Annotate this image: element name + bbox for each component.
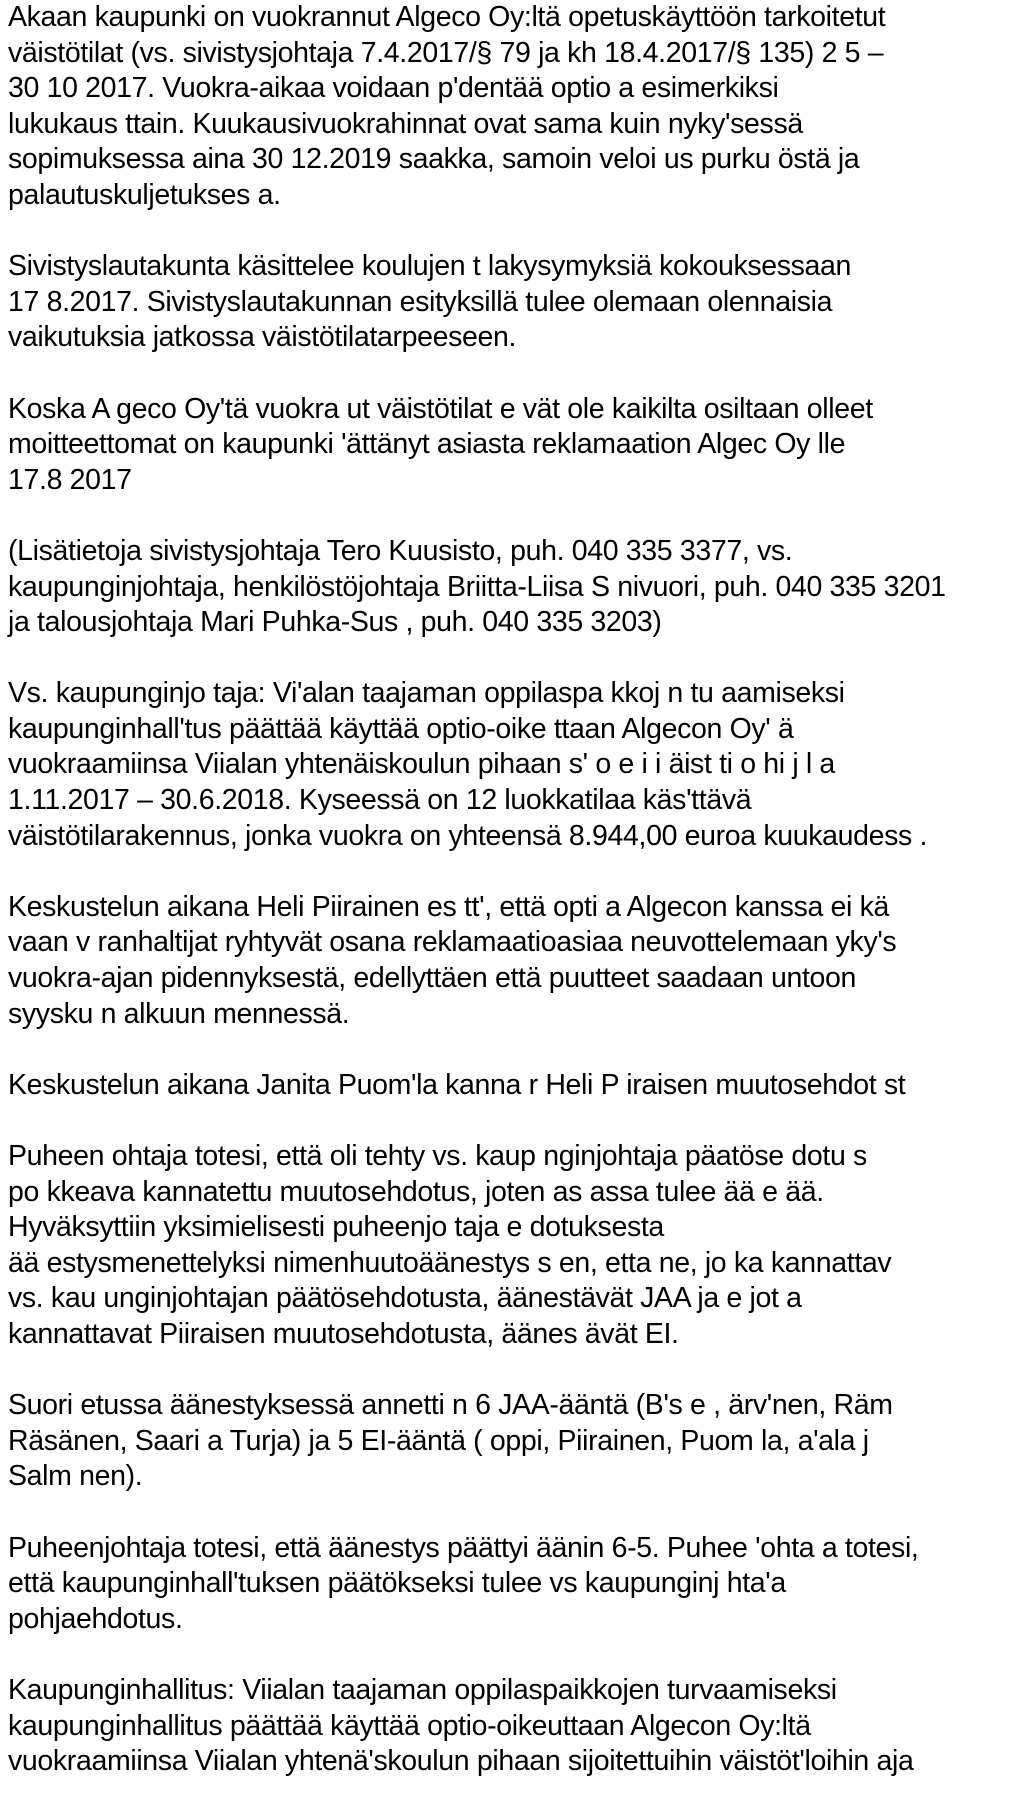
paragraph bbox=[8, 392, 1018, 499]
text-line: Kaupunginhallitus: Viialan taajaman oppilaspaikkojen turvaamiseksi bbox=[8, 1673, 837, 1706]
text-line: sopimuksessa aina 30 12.2019 saakka, samoin veloi us purku östä ja bbox=[8, 143, 860, 176]
paragraph bbox=[8, 1068, 1018, 1104]
text-line: Puheen ohtaja totesi, että oli tehty vs. kaup nginjohtaja päatöse dotu s bbox=[8, 1140, 867, 1172]
paragraph bbox=[8, 890, 1018, 1032]
text-line: väistötilat (vs. sivistysjohtaja 7.4.2017/§ 79 ja kh 18.4.2017/§ 135) 2 5 – bbox=[8, 36, 884, 69]
text-line: 30 10 2017. Vuokra-aikaa voidaan p'dentää optio a esimerkiksi bbox=[8, 72, 779, 105]
text-line: Sivistyslautakunta käsittelee koulujen t lakysymyksiä kokouksessaan bbox=[8, 250, 852, 283]
text-line: kannattavat Piiraisen muutosehdotusta, äänes ävät EI. bbox=[8, 1317, 679, 1350]
text-line: vuokra-ajan pidennyksestä, edellyttäen että puutteet saadaan untoon bbox=[8, 962, 857, 995]
paragraph bbox=[8, 676, 1018, 854]
text-line: vuokraamiinsa Viialan yhtenäiskoulun pihaan s' o e i i äist ti o hi j l a bbox=[8, 748, 835, 781]
text-line: Koska A geco Oy'tä vuokra ut väistötilat e vät ole kaikilta osiltaan olleet bbox=[8, 392, 873, 425]
text-line: kaupunginhall'tus päättää käyttää optio-oike ttaan Algecon Oy' ä bbox=[8, 712, 794, 745]
text-line: lukukaus ttain. Kuukausivuokrahinnat ovat sama kuin nyky'sessä bbox=[8, 107, 803, 140]
text-line: kaupunginhallitus päättää käyttää optio-oikeuttaan Algecon Oy:ltä bbox=[8, 1709, 811, 1742]
text-line: vs. kau unginjohtajan päätösehdotusta, äänestävät JAA ja e jot a bbox=[8, 1282, 802, 1315]
text-line: moitteettomat on kaupunki 'ättänyt asiasta reklamaation Algec Oy lle bbox=[8, 428, 846, 461]
paragraph bbox=[8, 1139, 1018, 1353]
text-line: kaupunginjohtaja, henkilöstöjohtaja Briitta-Liisa S nivuori, puh. 040 335 3201 bbox=[8, 570, 946, 603]
text-line: että kaupunginhall'tuksen päätökseksi tulee vs kaupunginj hta'a bbox=[8, 1567, 786, 1600]
text-line: väistötilarakennus, jonka vuokra on yhteensä 8.944,00 euroa kuukaudess . bbox=[8, 819, 928, 852]
text-line: Räsänen, Saari a Turja) ja 5 EI-ääntä ( oppi, Piirainen, Puom la, a'ala j bbox=[8, 1424, 869, 1457]
paragraph bbox=[8, 534, 1018, 641]
text-line: syysku n alkuun mennessä. bbox=[8, 997, 350, 1030]
text-line: ja talousjohtaja Mari Puhka-Sus , puh. 040 335 3203) bbox=[8, 606, 662, 639]
paragraph bbox=[8, 1388, 1018, 1495]
text-line: Puheenjohtaja totesi, että äänestys päättyi äänin 6-5. Puhee 'ohta a totesi, bbox=[8, 1531, 919, 1564]
text-line: po kkeava kannatettu muutosehdotus, joten as assa tulee ää e ää. bbox=[8, 1175, 824, 1208]
text-line: Keskustelun aikana Heli Piirainen es tt', että opti a Algecon kanssa ei kä bbox=[8, 890, 889, 923]
paragraph bbox=[8, 249, 1018, 356]
text-line: pohjaehdotus. bbox=[8, 1602, 183, 1635]
text-line: palautuskuljetukses a. bbox=[8, 178, 281, 211]
text-line: Salm nen). bbox=[8, 1460, 143, 1493]
text-line: vaikutuksia jatkossa väistötilatarpeeseen. bbox=[8, 321, 517, 354]
paragraph bbox=[8, 1531, 1018, 1638]
text-line: 17.8 2017 bbox=[8, 463, 132, 496]
text-line: 1.11.2017 – 30.6.2018. Kyseessä on 12 luokkatilaa käs'ttävä bbox=[8, 784, 752, 817]
document-page bbox=[8, 0, 1018, 1815]
paragraph bbox=[8, 0, 1018, 214]
text-line: vaan v ranhaltijat ryhtyvät osana reklamaatioasiaa neuvottelemaan yky's bbox=[8, 926, 897, 959]
text-line: 17 8.2017. Sivistyslautakunnan esityksillä tulee olemaan olennaisia bbox=[8, 285, 833, 318]
text-line: Vs. kaupunginjo taja: Vi'alan taajaman oppilaspa kkoj n tu aamiseksi bbox=[8, 677, 845, 710]
text-line: Keskustelun aikana Janita Puom'la kanna r Heli P iraisen muutosehdot st bbox=[8, 1068, 906, 1101]
text-line: Hyväksyttiin yksimielisesti puheenjo taja e dotuksesta bbox=[8, 1211, 664, 1244]
paragraph bbox=[8, 1673, 1018, 1780]
text-line: Suori etussa äänestyksessä annetti n 6 JAA-ääntä (B's e , ärv'nen, Räm bbox=[8, 1389, 893, 1422]
text-line: vuokraamiinsa Viialan yhtenä'skoulun pihaan sijoitettuihin väistöt'loihin aja bbox=[8, 1745, 914, 1778]
text-line: (Lisätietoja sivistysjohtaja Tero Kuusisto, puh. 040 335 3377, vs. bbox=[8, 534, 793, 567]
text-line: ää estysmenettelyksi nimenhuutoäänestys s en, etta ne, jo ka kannattav bbox=[8, 1246, 892, 1279]
text-line: Akaan kaupunki on vuokrannut Algeco Oy:ltä opetuskäyttöön tarkoitetut bbox=[8, 1, 886, 33]
